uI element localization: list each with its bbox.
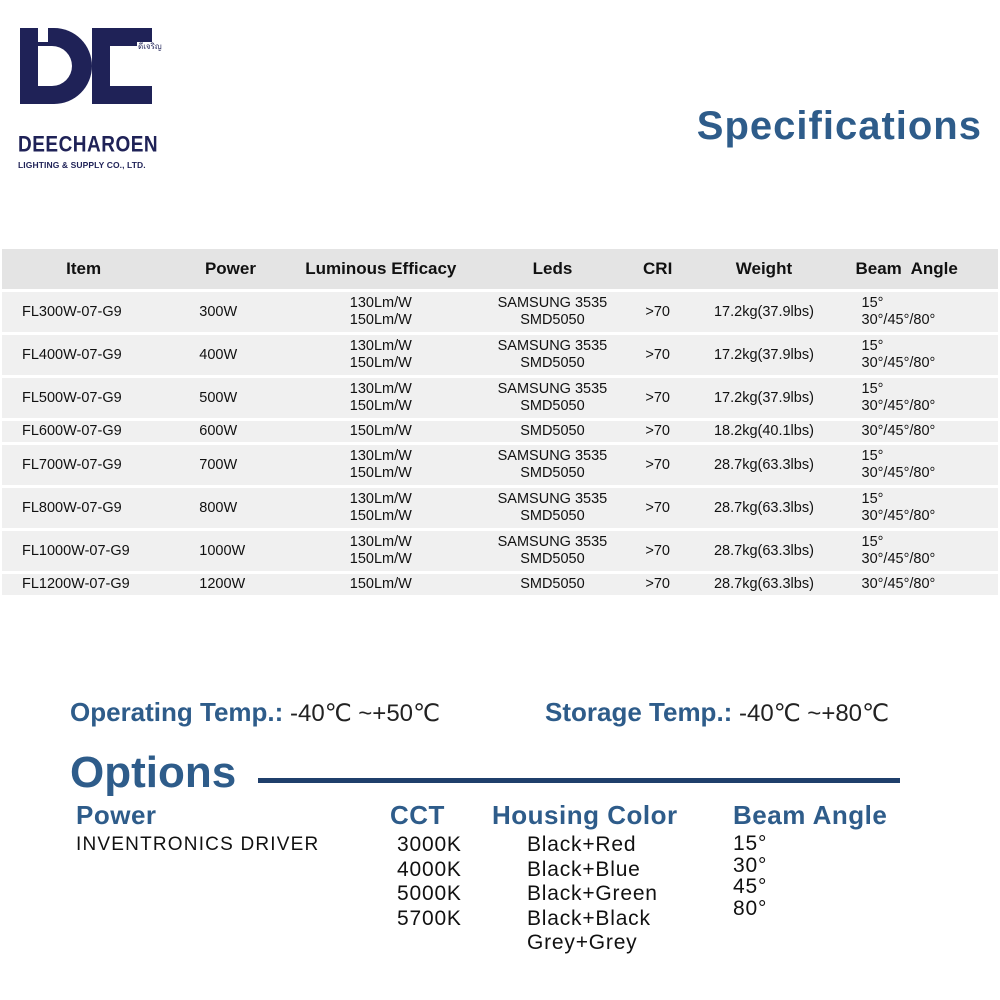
cell-power: 1000W (165, 531, 285, 571)
option-list-item: Black+Black (527, 906, 651, 930)
cell-beam-angle-line: 30°/45°/80° (861, 576, 936, 592)
cell-beam-angle-line: 30°/45°/80° (861, 355, 936, 371)
cell-luminous-efficacy (286, 445, 476, 485)
cell-beam-angle-line: 30°/45°/80° (861, 423, 936, 439)
cell-leds-line: SMD5050 (520, 312, 585, 328)
temperature-info (70, 697, 970, 728)
cell-cri: >70 (629, 292, 686, 332)
specifications-table (2, 246, 998, 598)
option-beam-list (733, 833, 887, 919)
cell-item: FL700W-07-G9 (2, 445, 165, 485)
cell-luminous-efficacy-line: 130Lm/W (349, 491, 412, 507)
cell-luminous-efficacy-line: 130Lm/W (349, 534, 412, 550)
storage-temp (545, 697, 889, 728)
cell-leds (476, 378, 629, 418)
cell-beam-angle (842, 445, 999, 485)
cell-beam-angle-line: 30°/45°/80° (861, 312, 936, 328)
cell-beam-angle-line: 30°/45°/80° (861, 551, 936, 567)
cell-leds (476, 292, 629, 332)
cell-leds (476, 445, 629, 485)
operating-temp-value: -40℃ ~+50℃ (283, 700, 440, 727)
cell-leds-line: SMD5050 (520, 398, 585, 414)
operating-temp-label: Operating Temp.: (70, 697, 284, 727)
cell-leds-line: SAMSUNG 3535 (497, 448, 608, 464)
table-row (2, 531, 998, 571)
cell-beam-angle (842, 378, 999, 418)
storage-temp-label: Storage Temp.: (545, 697, 733, 727)
cell-weight: 28.7kg(63.3lbs) (686, 488, 841, 528)
cell-luminous-efficacy-line: 150Lm/W (349, 355, 412, 371)
option-housing-list (492, 833, 678, 956)
table-row (2, 488, 998, 528)
cell-beam-angle-line: 15° (861, 381, 884, 397)
cell-beam-angle-line: 15° (861, 338, 884, 354)
header-cri: CRI (629, 249, 686, 289)
cell-power: 300W (165, 292, 285, 332)
cell-luminous-efficacy-line: 130Lm/W (349, 381, 412, 397)
option-list-item: Black+Green (527, 882, 658, 905)
cell-luminous-efficacy (286, 378, 476, 418)
cell-beam-angle-line: 15° (861, 295, 884, 311)
table-row (2, 378, 998, 418)
cell-leds (476, 335, 629, 375)
cell-luminous-efficacy-line: 150Lm/W (349, 423, 412, 439)
logo-thai-text: ดีเจริญ (138, 42, 162, 51)
option-list-item: 4000K (397, 857, 462, 881)
cell-weight: 17.2kg(37.9lbs) (686, 335, 841, 375)
option-list-item: 30° (733, 853, 768, 877)
cell-item: FL600W-07-G9 (2, 421, 165, 442)
header-item: Item (2, 249, 165, 289)
table-body (2, 292, 998, 595)
cell-cri: >70 (629, 488, 686, 528)
cell-weight: 28.7kg(63.3lbs) (686, 574, 841, 595)
operating-temp (70, 697, 440, 728)
option-housing-heading: Housing Color (492, 800, 678, 830)
cell-power: 500W (165, 378, 285, 418)
cell-item: FL1200W-07-G9 (2, 574, 165, 595)
cell-cri: >70 (629, 335, 686, 375)
cell-cri: >70 (629, 378, 686, 418)
cell-weight: 28.7kg(63.3lbs) (686, 531, 841, 571)
cell-weight: 18.2kg(40.1lbs) (686, 421, 841, 442)
cell-beam-angle-line: 30°/45°/80° (861, 465, 936, 481)
table-row (2, 445, 998, 485)
storage-temp-value: -40℃ ~+80℃ (732, 700, 889, 727)
table-row (2, 421, 998, 442)
header-beam-angle: Beam Angle (842, 249, 999, 289)
cell-weight: 17.2kg(37.9lbs) (686, 378, 841, 418)
option-beam-heading: Beam Angle (733, 800, 888, 830)
cell-leds-line: SAMSUNG 3535 (497, 295, 608, 311)
cell-cri: >70 (629, 531, 686, 571)
options-divider (258, 778, 900, 783)
cell-luminous-efficacy (286, 488, 476, 528)
cell-leds-line: SMD5050 (520, 508, 585, 524)
cell-power: 700W (165, 445, 285, 485)
header-weight: Weight (686, 249, 841, 289)
option-list-item: Black+Red (527, 833, 637, 856)
option-housing-color (492, 800, 678, 956)
cell-item: FL400W-07-G9 (2, 335, 165, 375)
cell-luminous-efficacy-line: 130Lm/W (349, 338, 412, 354)
cell-power: 400W (165, 335, 285, 375)
cell-luminous-efficacy-line: 150Lm/W (349, 576, 412, 592)
cell-weight: 28.7kg(63.3lbs) (686, 445, 841, 485)
cell-beam-angle (842, 574, 999, 595)
cell-beam-angle-line: 15° (861, 448, 884, 464)
cell-luminous-efficacy-line: 130Lm/W (349, 448, 412, 464)
option-cct-list (390, 833, 462, 931)
cell-beam-angle-line: 30°/45°/80° (861, 508, 936, 524)
cell-leds-line: SMD5050 (520, 576, 585, 592)
cell-luminous-efficacy (286, 292, 476, 332)
cell-luminous-efficacy-line: 150Lm/W (349, 398, 412, 414)
cell-beam-angle (842, 488, 999, 528)
cell-leds-line: SMD5050 (520, 355, 585, 371)
logo-company-name: DEECHAROEN (18, 133, 159, 158)
cell-leds-line: SMD5050 (520, 423, 585, 439)
option-beam-angle (733, 800, 887, 919)
cell-luminous-efficacy-line: 150Lm/W (349, 508, 412, 524)
cell-luminous-efficacy-line: 150Lm/W (349, 551, 412, 567)
cell-leds-line: SMD5050 (520, 551, 585, 567)
cell-item: FL1000W-07-G9 (2, 531, 165, 571)
table-row (2, 292, 998, 332)
option-power (76, 800, 319, 858)
cell-luminous-efficacy (286, 574, 476, 595)
cell-leds-line: SAMSUNG 3535 (497, 491, 608, 507)
cell-beam-angle (842, 335, 999, 375)
cell-leds (476, 574, 629, 595)
cell-luminous-efficacy-line: 150Lm/W (349, 312, 412, 328)
cell-leds (476, 488, 629, 528)
header-leds: Leds (476, 249, 629, 289)
cell-beam-angle-line: 30°/45°/80° (861, 398, 936, 414)
cell-leds-line: SAMSUNG 3535 (497, 338, 608, 354)
option-cct (390, 800, 462, 931)
cell-item: FL500W-07-G9 (2, 378, 165, 418)
cell-beam-angle (842, 421, 999, 442)
cell-weight: 17.2kg(37.9lbs) (686, 292, 841, 332)
cell-leds-line: SAMSUNG 3535 (497, 534, 608, 550)
cell-luminous-efficacy (286, 335, 476, 375)
cell-item: FL300W-07-G9 (2, 292, 165, 332)
cell-power: 1200W (165, 574, 285, 595)
table-row (2, 574, 998, 595)
option-power-list (76, 833, 319, 858)
cell-item: FL800W-07-G9 (2, 488, 165, 528)
cell-cri: >70 (629, 421, 686, 442)
cell-cri: >70 (629, 574, 686, 595)
cell-cri: >70 (629, 445, 686, 485)
cell-beam-angle-line: 15° (861, 491, 884, 507)
options-title: Options (70, 748, 237, 797)
cell-leds (476, 421, 629, 442)
cell-leds-line: SMD5050 (520, 465, 585, 481)
cell-luminous-efficacy (286, 531, 476, 571)
option-list-item: Black+Blue (527, 857, 641, 881)
cell-luminous-efficacy-line: 150Lm/W (349, 465, 412, 481)
page-title: Specifications (696, 104, 982, 148)
dc-logo-mark (18, 20, 158, 125)
option-power-heading: Power (76, 800, 157, 830)
cell-leds (476, 531, 629, 571)
option-list-item: INVENTRONICS DRIVER (76, 834, 320, 855)
option-list-item: 45° (733, 875, 768, 898)
header-power: Power (165, 249, 285, 289)
cell-power: 600W (165, 421, 285, 442)
cell-luminous-efficacy (286, 421, 476, 442)
company-logo (18, 20, 178, 170)
logo-company-subtitle: LIGHTING & SUPPLY CO., LTD. (18, 160, 146, 170)
header-luminous-efficacy: Luminous Efficacy (286, 249, 476, 289)
cell-beam-angle (842, 531, 999, 571)
option-cct-heading: CCT (390, 800, 445, 830)
option-list-item: 15° (733, 832, 768, 855)
option-list-item: 5000K (397, 882, 462, 905)
cell-beam-angle-line: 15° (861, 534, 884, 550)
option-list-item: 80° (733, 896, 768, 920)
cell-leds-line: SAMSUNG 3535 (497, 381, 608, 397)
table-row (2, 335, 998, 375)
option-list-item: 5700K (397, 906, 462, 930)
cell-luminous-efficacy-line: 130Lm/W (349, 295, 412, 311)
cell-power: 800W (165, 488, 285, 528)
option-list-item: 3000K (397, 833, 462, 856)
cell-beam-angle (842, 292, 999, 332)
table-header-row (2, 249, 998, 289)
option-list-item: Grey+Grey (527, 931, 638, 954)
